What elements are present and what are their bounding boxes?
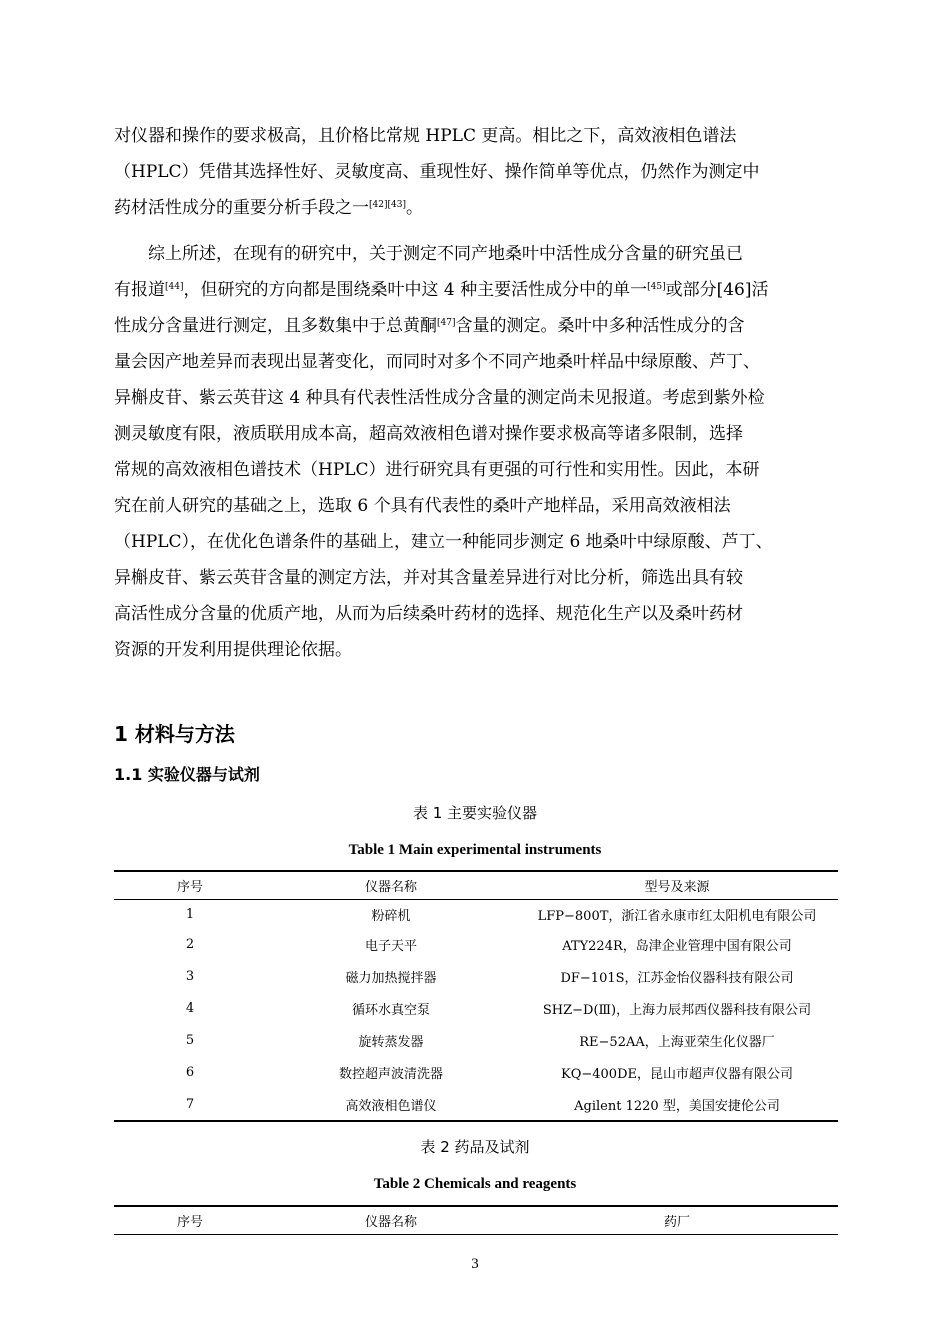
table-row	[114, 900, 838, 929]
paragraph-2-line	[114, 272, 838, 308]
paragraph-2-line: 异槲皮苷、紫云英苷这 4 种具有代表性活性成分含量的测定尚未见报道。考虑到紫外检	[114, 388, 765, 408]
paragraph-2-line: 量会因产地差异而表现出显著变化，而同时对多个不同产地桑叶样品中绿原酸、芦丁、	[114, 352, 760, 372]
table-row	[114, 1024, 838, 1056]
table-cell: 旋转蒸发器	[358, 1034, 424, 1050]
paragraph-2-text: 或部分[46]活	[665, 280, 769, 300]
table-cell: SHZ−D(Ⅲ)，上海力辰邦西仪器科技有限公司	[542, 1002, 812, 1018]
paragraph-2-line: （HPLC），在优化色谱条件的基础上，建立一种能同步测定 6 地桑叶中绿原酸、芦丁、	[114, 532, 773, 552]
table-header-row	[114, 871, 838, 900]
table-cell: ATY224R，岛津企业管理中国有限公司	[562, 938, 792, 954]
table-cell: 磁力加热搅拌器	[345, 970, 437, 986]
table-cell: LFP−800T，浙江省永康市红太阳机电有限公司	[537, 908, 817, 924]
table-1	[114, 870, 838, 1122]
table-1-caption-en: Table 1 Main experimental instruments	[348, 842, 602, 858]
table-cell: 3	[185, 968, 195, 984]
paragraph-1	[114, 118, 838, 226]
table-cell: 数控超声波清洗器	[338, 1066, 443, 1082]
citation: [45]	[647, 282, 666, 292]
table-cell: 粉碎机	[371, 908, 411, 924]
table-cell: 电子天平	[364, 938, 417, 954]
paragraph-2-line: 常规的高效液相色谱技术（HPLC）进行研究具有更强的可行性和实用性。因此，本研	[114, 460, 760, 480]
paragraph-2-line: 高活性成分含量的优质产地，从而为后续桑叶药材的选择、规范化生产以及桑叶药材	[114, 604, 743, 624]
table-cell: KQ−400DE，昆山市超声仪器有限公司	[561, 1066, 793, 1082]
table-row	[114, 960, 838, 992]
column-header: 药厂	[663, 1215, 690, 1230]
table-2-caption-en: Table 2 Chemicals and reagents	[373, 1176, 577, 1192]
paragraph-1-line: 对仪器和操作的要求极高，且价格比常规 HPLC 更高。相比之下，高效液相色谱法	[114, 126, 737, 146]
table-row	[114, 1088, 838, 1121]
table-cell: 高效液相色谱仪	[345, 1098, 437, 1114]
table-header-row	[114, 1206, 838, 1235]
paragraph-2-text: 性成分含量进行测定，且多数集中于总黄酮	[114, 316, 437, 336]
page-number: 3	[471, 1256, 479, 1272]
table-row	[114, 1056, 838, 1088]
paragraph-1-tail: 。	[405, 198, 423, 218]
table-row	[114, 992, 838, 1024]
table-cell: 7	[185, 1096, 195, 1112]
paragraph-2	[114, 236, 838, 668]
paragraph-2-line: 异槲皮苷、紫云英苷含量的测定方法，并对其含量差异进行对比分析，筛选出具有较	[114, 568, 743, 588]
column-header: 仪器名称	[364, 1215, 417, 1230]
paragraph-1-line: （HPLC）凭借其选择性好、灵敏度高、重现性好、操作简单等优点，仍然作为测定中	[114, 162, 760, 182]
table-2-caption-cn: 表 2 药品及试剂	[420, 1138, 530, 1156]
column-header: 型号及来源	[644, 880, 710, 895]
table-cell: Agilent 1220 型，美国安捷伦公司	[574, 1098, 780, 1114]
paragraph-1-line	[114, 190, 838, 226]
table-cell: 循环水真空泵	[351, 1002, 430, 1018]
table-cell: 6	[185, 1064, 195, 1080]
paragraph-2-text: 含量的测定。桑叶中多种活性成分的含	[455, 316, 745, 336]
paragraph-2-line: 测灵敏度有限，液质联用成本高，超高效液相色谱对操作要求极高等诸多限制，选择	[114, 424, 743, 444]
citation: [42][43]	[369, 200, 406, 210]
citation: [44]	[165, 282, 184, 292]
paragraph-2-line: 资源的开发利用提供理论依据。	[114, 640, 352, 660]
subsection-heading: 1.1 实验仪器与试剂	[114, 765, 260, 784]
paragraph-2-line: 究在前人研究的基础之上，选取 6 个具有代表性的桑叶产地样品，采用高效液相法	[114, 496, 731, 516]
citation: [47]	[437, 318, 456, 328]
table-cell: DF−101S，江苏金怡仪器科技有限公司	[560, 970, 794, 986]
column-header: 序号	[176, 880, 203, 895]
paragraph-2-line: 综上所述，在现有的研究中，关于测定不同产地桑叶中活性成分含量的研究虽已	[148, 244, 743, 264]
paragraph-2-text: 有报道	[114, 280, 165, 300]
table-cell: 5	[185, 1032, 195, 1048]
table-cell: 2	[185, 936, 195, 952]
table-1-caption-cn: 表 1 主要实验仪器	[412, 804, 538, 822]
table-cell: RE−52AA，上海亚荣生化仪器厂	[579, 1034, 775, 1050]
paragraph-2-text: ，但研究的方向都是围绕桑叶中这 4 种主要活性成分中的单一	[183, 280, 648, 300]
section-heading: 1 材料与方法	[114, 722, 235, 746]
paragraph-2-line	[114, 308, 838, 344]
table-2	[114, 1205, 838, 1235]
table-cell: 4	[185, 1000, 195, 1016]
table-cell: 1	[185, 906, 195, 922]
table-row	[114, 928, 838, 960]
column-header: 仪器名称	[364, 880, 417, 895]
column-header: 序号	[176, 1215, 203, 1230]
paragraph-1-text: 药材活性成分的重要分析手段之一	[114, 198, 369, 218]
